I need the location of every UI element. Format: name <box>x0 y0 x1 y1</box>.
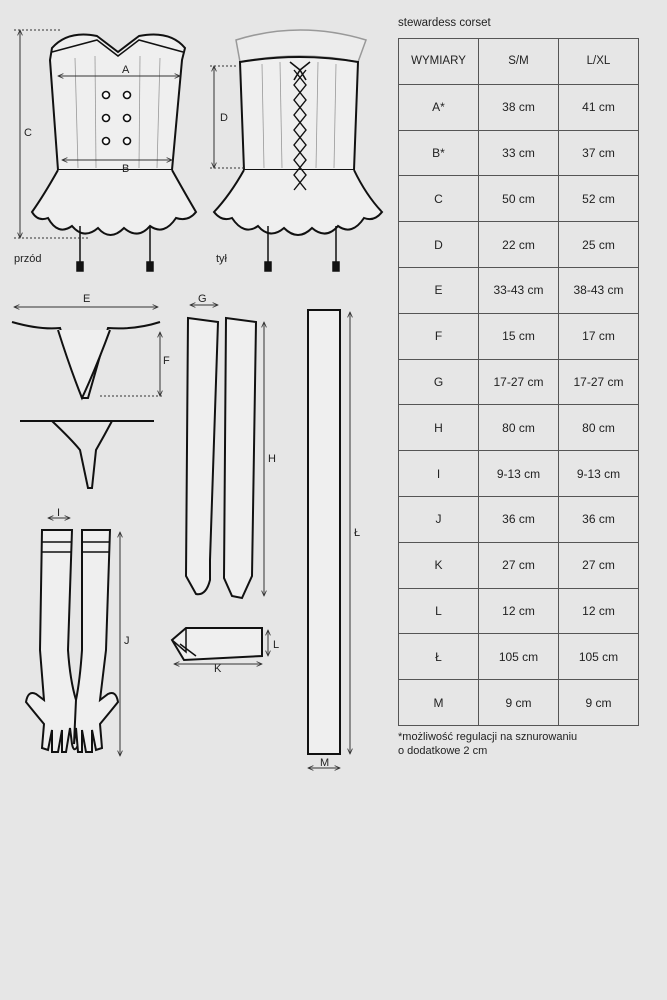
cell-lxl: 41 cm <box>559 84 639 130</box>
row-label: Ł <box>399 634 479 680</box>
header-size-lxl: L/XL <box>559 39 639 85</box>
row-label: H <box>399 405 479 451</box>
cell-lxl: 17-27 cm <box>559 359 639 405</box>
cell-lxl: 17 cm <box>559 313 639 359</box>
table-row <box>399 496 639 542</box>
cell-sm: 9-13 cm <box>479 451 559 497</box>
cell-lxl: 9 cm <box>559 680 639 726</box>
cell-lxl: 27 cm <box>559 542 639 588</box>
label-F: F <box>163 355 170 367</box>
label-front: przód <box>14 253 42 265</box>
lacing-adjustment-note <box>398 730 577 758</box>
table-row <box>399 222 639 268</box>
row-label: L <box>399 588 479 634</box>
label-C: C <box>24 127 32 139</box>
table-row <box>399 588 639 634</box>
table-row <box>399 176 639 222</box>
table-row <box>399 359 639 405</box>
cell-lxl: 38-43 cm <box>559 267 639 313</box>
size-table <box>398 38 639 726</box>
label-J: J <box>124 635 130 647</box>
product-title: stewardess corset <box>398 17 491 29</box>
row-label: E <box>399 267 479 313</box>
cell-sm: 105 cm <box>479 634 559 680</box>
table-row <box>399 680 639 726</box>
table-row <box>399 542 639 588</box>
hat-drawing <box>172 628 262 660</box>
cell-lxl: 80 cm <box>559 405 639 451</box>
label-A: A <box>122 64 130 76</box>
header-size-sm: S/M <box>479 39 559 85</box>
label-back: tył <box>216 253 227 265</box>
table-row <box>399 634 639 680</box>
cell-sm: 38 cm <box>479 84 559 130</box>
label-M: M <box>320 757 330 769</box>
cell-lxl: 36 cm <box>559 496 639 542</box>
row-label: B* <box>399 130 479 176</box>
row-label: C <box>399 176 479 222</box>
label-I: I <box>57 507 61 519</box>
corset-back-drawing <box>214 30 382 271</box>
cell-sm: 27 cm <box>479 542 559 588</box>
row-label: D <box>399 222 479 268</box>
table-row <box>399 313 639 359</box>
cell-sm: 50 cm <box>479 176 559 222</box>
label-L-stroke: Ł <box>354 527 361 539</box>
cell-lxl: 105 cm <box>559 634 639 680</box>
header-dimensions: WYMIARY <box>399 39 479 85</box>
cell-lxl: 37 cm <box>559 130 639 176</box>
sash-drawing <box>308 310 340 754</box>
label-K: K <box>214 663 222 675</box>
table-header-row <box>399 39 639 85</box>
table-row <box>399 451 639 497</box>
cell-sm: 17-27 cm <box>479 359 559 405</box>
table-row <box>399 267 639 313</box>
cell-lxl: 12 cm <box>559 588 639 634</box>
label-D: D <box>220 112 228 124</box>
cell-lxl: 52 cm <box>559 176 639 222</box>
cell-sm: 12 cm <box>479 588 559 634</box>
cell-lxl: 9-13 cm <box>559 451 639 497</box>
label-H: H <box>268 453 276 465</box>
cell-lxl: 25 cm <box>559 222 639 268</box>
corset-front-drawing <box>32 35 196 272</box>
row-label: G <box>399 359 479 405</box>
gloves-drawing <box>26 530 118 752</box>
label-G: G <box>198 293 207 305</box>
note-line-2: o dodatkowe 2 cm <box>398 745 488 757</box>
cell-sm: 9 cm <box>479 680 559 726</box>
cell-sm: 33-43 cm <box>479 267 559 313</box>
cell-sm: 22 cm <box>479 222 559 268</box>
thong-drawing <box>12 322 160 488</box>
table-row <box>399 405 639 451</box>
table-row <box>399 84 639 130</box>
row-label: I <box>399 451 479 497</box>
label-L: L <box>273 639 280 651</box>
row-label: F <box>399 313 479 359</box>
cell-sm: 15 cm <box>479 313 559 359</box>
cell-sm: 36 cm <box>479 496 559 542</box>
label-B: B <box>122 163 130 175</box>
cell-sm: 80 cm <box>479 405 559 451</box>
table-row <box>399 130 639 176</box>
stockings-drawing <box>186 318 256 598</box>
row-label: M <box>399 680 479 726</box>
row-label: A* <box>399 84 479 130</box>
row-label: J <box>399 496 479 542</box>
row-label: K <box>399 542 479 588</box>
cell-sm: 33 cm <box>479 130 559 176</box>
note-line-1: *możliwość regulacji na sznurowaniu <box>398 731 578 743</box>
label-E: E <box>83 293 91 305</box>
